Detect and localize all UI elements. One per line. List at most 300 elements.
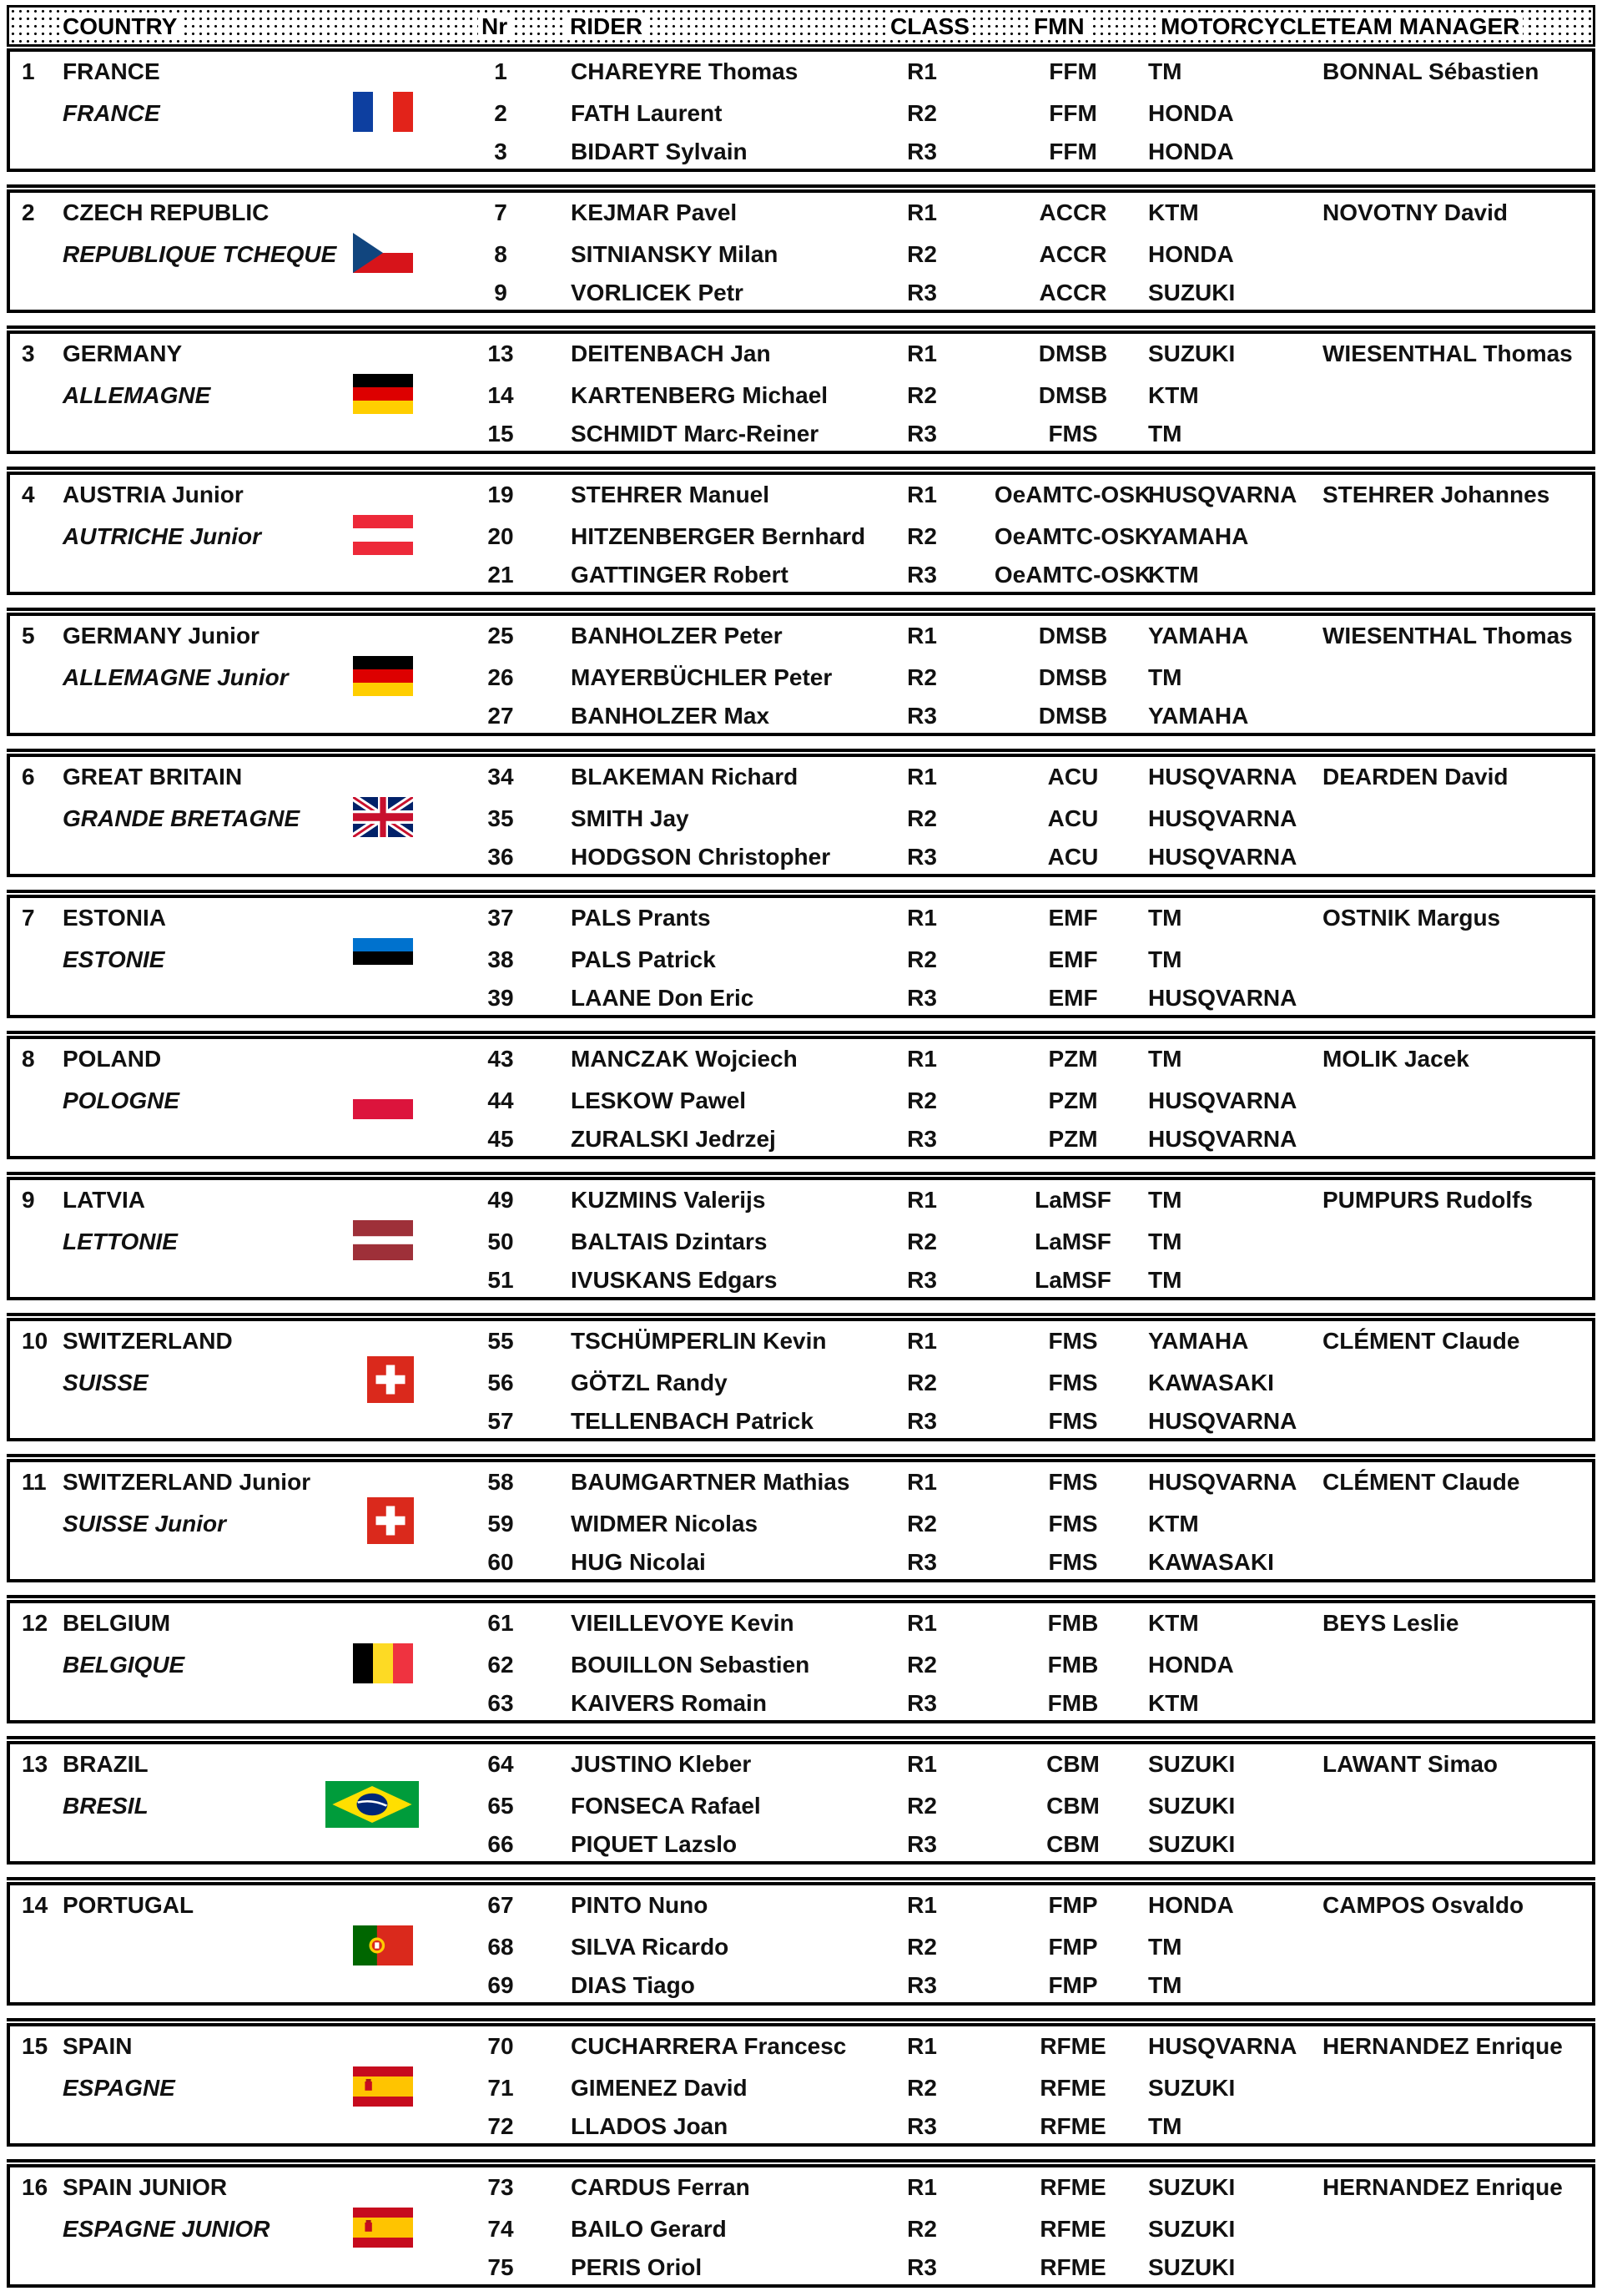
rider-fmn: OeAMTC-OSK: [994, 523, 1152, 549]
rider-row: [10, 562, 1592, 598]
rider-class: R3: [907, 421, 937, 447]
rider-class: R3: [907, 1408, 937, 1434]
rider-class: R3: [907, 1126, 937, 1152]
rider-number: 38: [487, 946, 514, 972]
rider-number: 72: [487, 2113, 514, 2139]
rider-number: 37: [487, 905, 514, 931]
rider-name: IVUSKANS Edgars: [571, 1267, 778, 1293]
rider-fmn: FMS: [1048, 1549, 1098, 1575]
country-name: GERMANY: [63, 341, 183, 366]
country-name: LATVIA: [63, 1187, 146, 1213]
rider-row: [10, 985, 1592, 1022]
rider-number: 45: [487, 1126, 514, 1152]
rider-class: R2: [907, 1511, 937, 1537]
rider-class: R1: [907, 1610, 937, 1636]
rider-name: BAILO Gerard: [571, 2216, 727, 2242]
rider-name: VORLICEK Petr: [571, 280, 743, 305]
team-separator: [7, 608, 1595, 611]
rider-number: 59: [487, 1511, 514, 1537]
rider-class: R3: [907, 985, 937, 1011]
rider-class: R2: [907, 946, 937, 972]
team-manager: HERNANDEZ Enrique: [1322, 2174, 1563, 2200]
rider-fmn: OeAMTC-OSK: [994, 562, 1152, 588]
rider-motorcycle: HUSQVARNA: [1148, 482, 1297, 507]
rider-motorcycle: HONDA: [1148, 1652, 1234, 1678]
rider-number: 20: [487, 523, 514, 549]
rider-number: 21: [487, 562, 514, 588]
rider-name: TELLENBACH Patrick: [571, 1408, 814, 1434]
country-name: SWITZERLAND Junior: [63, 1469, 311, 1495]
team-block: [7, 48, 1595, 172]
rider-row: [10, 764, 1592, 800]
team-manager: OSTNIK Margus: [1322, 905, 1501, 931]
rider-name: BANHOLZER Max: [571, 703, 770, 729]
team-separator: [7, 1736, 1595, 1739]
rider-motorcycle: TM: [1148, 1972, 1182, 1998]
rider-number: 25: [487, 623, 514, 648]
team-separator: [7, 1595, 1595, 1598]
rider-number: 19: [487, 482, 514, 507]
rider-fmn: EMF: [1048, 985, 1098, 1011]
country-name: CZECH REPUBLIC: [63, 199, 270, 225]
rider-motorcycle: HUSQVARNA: [1148, 1408, 1297, 1434]
rider-motorcycle: SUZUKI: [1148, 2254, 1236, 2280]
rider-name: MANCZAK Wojciech: [571, 1046, 798, 1072]
rider-motorcycle: HONDA: [1148, 1892, 1234, 1918]
rider-motorcycle: TM: [1148, 664, 1182, 690]
rider-fmn: LaMSF: [1035, 1267, 1111, 1293]
rider-class: R2: [907, 2075, 937, 2101]
rider-class: R3: [907, 1267, 937, 1293]
rider-name: GÖTZL Randy: [571, 1370, 728, 1395]
rider-class: R3: [907, 1972, 937, 1998]
rider-class: R2: [907, 241, 937, 267]
rider-motorcycle: KTM: [1148, 382, 1199, 408]
rider-motorcycle: HUSQVARNA: [1148, 844, 1297, 870]
country-name-french: GRANDE BRETAGNE: [63, 805, 300, 831]
rider-fmn: CBM: [1046, 1793, 1100, 1819]
rider-motorcycle: HUSQVARNA: [1148, 1126, 1297, 1152]
rider-motorcycle: YAMAHA: [1148, 1328, 1249, 1354]
team-separator: [7, 2018, 1595, 2021]
country-name-french: AUTRICHE Junior: [63, 523, 261, 549]
rider-name: DEITENBACH Jan: [571, 341, 771, 366]
team-block: [7, 754, 1595, 877]
rider-motorcycle: SUZUKI: [1148, 2075, 1236, 2101]
rider-class: R1: [907, 1751, 937, 1777]
rider-motorcycle: YAMAHA: [1148, 523, 1249, 549]
team-separator: [7, 890, 1595, 893]
rider-number: 14: [487, 382, 514, 408]
rider-row: [10, 1370, 1592, 1406]
rider-number: 63: [487, 1690, 514, 1716]
rider-name: BOUILLON Sebastien: [571, 1652, 810, 1678]
rider-class: R2: [907, 2216, 937, 2242]
rider-fmn: PZM: [1048, 1046, 1098, 1072]
rider-class: R1: [907, 2174, 937, 2200]
rider-fmn: ACU: [1047, 844, 1099, 870]
rider-row: [10, 623, 1592, 659]
rider-name: GATTINGER Robert: [571, 562, 788, 588]
rider-row: [10, 2254, 1592, 2291]
country-name: ESTONIA: [63, 905, 166, 931]
rider-motorcycle: YAMAHA: [1148, 703, 1249, 729]
rider-fmn: DMSB: [1038, 703, 1108, 729]
team-rank: 3: [22, 341, 35, 366]
team-block: [7, 1177, 1595, 1300]
country-name-french: ESTONIE: [63, 946, 165, 972]
country-name-french: BELGIQUE: [63, 1652, 185, 1678]
column-header-bar: [7, 5, 1595, 47]
team-manager: LAWANT Simao: [1322, 1751, 1499, 1777]
rider-row: [10, 58, 1592, 95]
rider-class: R1: [907, 623, 937, 648]
rider-row: [10, 421, 1592, 457]
rider-row: [10, 1408, 1592, 1445]
team-block: [7, 1600, 1595, 1723]
rider-motorcycle: TM: [1148, 946, 1182, 972]
rider-row: [10, 1972, 1592, 2009]
rider-number: 70: [487, 2033, 514, 2059]
rider-motorcycle: TM: [1148, 1267, 1182, 1293]
team-separator: [7, 749, 1595, 752]
rider-fmn: CBM: [1046, 1751, 1100, 1777]
rider-class: R1: [907, 341, 937, 366]
country-name-french: ESPAGNE: [63, 2075, 175, 2101]
rider-motorcycle: TM: [1148, 905, 1182, 931]
team-rank: 5: [22, 623, 35, 648]
team-rank: 13: [22, 1751, 48, 1777]
rider-motorcycle: HUSQVARNA: [1148, 2033, 1297, 2059]
rider-name: FONSECA Rafael: [571, 1793, 761, 1819]
rider-motorcycle: HONDA: [1148, 139, 1234, 164]
rider-fmn: FMS: [1048, 1328, 1098, 1354]
rider-motorcycle: KAWASAKI: [1148, 1549, 1274, 1575]
rider-fmn: ACU: [1047, 764, 1099, 790]
rider-row: [10, 482, 1592, 518]
rider-class: R3: [907, 562, 937, 588]
team-block: [7, 2164, 1595, 2288]
rider-name: KUZMINS Valerijs: [571, 1187, 766, 1213]
team-manager: CAMPOS Osvaldo: [1322, 1892, 1524, 1918]
team-block: [7, 472, 1595, 595]
rider-class: R2: [907, 1793, 937, 1819]
team-rank: 6: [22, 764, 35, 790]
rider-row: [10, 905, 1592, 941]
rider-number: 67: [487, 1892, 514, 1918]
rider-fmn: FMS: [1048, 1370, 1098, 1395]
rider-number: 56: [487, 1370, 514, 1395]
rider-row: [10, 844, 1592, 881]
team-manager: WIESENTHAL Thomas: [1322, 623, 1573, 648]
rider-motorcycle: TM: [1148, 58, 1182, 84]
team-rank: 15: [22, 2033, 48, 2059]
rider-number: 57: [487, 1408, 514, 1434]
rider-number: 43: [487, 1046, 514, 1072]
team-separator: [7, 325, 1595, 329]
rider-motorcycle: KTM: [1148, 199, 1199, 225]
rider-fmn: FMB: [1047, 1652, 1099, 1678]
rider-class: R2: [907, 805, 937, 831]
team-block: [7, 2023, 1595, 2147]
team-separator: [7, 1454, 1595, 1457]
rider-row: [10, 523, 1592, 560]
rider-fmn: RFME: [1040, 2254, 1106, 2280]
rider-number: 64: [487, 1751, 514, 1777]
rider-motorcycle: HUSQVARNA: [1148, 985, 1297, 1011]
team-block: [7, 895, 1595, 1018]
rider-name: HODGSON Christopher: [571, 844, 831, 870]
header-rider: RIDER: [567, 14, 646, 39]
country-name: POLAND: [63, 1046, 162, 1072]
rider-fmn: FFM: [1049, 139, 1097, 164]
rider-fmn: FMP: [1048, 1972, 1098, 1998]
rider-fmn: RFME: [1040, 2075, 1106, 2101]
team-rank: 4: [22, 482, 35, 507]
rider-fmn: EMF: [1048, 905, 1098, 931]
team-rank: 10: [22, 1328, 48, 1354]
rider-row: [10, 1690, 1592, 1727]
team-separator: [7, 1031, 1595, 1034]
rider-class: R2: [907, 1934, 937, 1960]
rider-row: [10, 1793, 1592, 1829]
country-name-french: ALLEMAGNE Junior: [63, 664, 289, 690]
header-motorcycle-team-manager: MOTORCYCLETEAM MANAGER: [1157, 14, 1523, 39]
rider-motorcycle: KTM: [1148, 1610, 1199, 1636]
rider-motorcycle: TM: [1148, 1187, 1182, 1213]
rider-name: BAUMGARTNER Mathias: [571, 1469, 850, 1495]
rider-number: 3: [494, 139, 507, 164]
rider-name: PERIS Oriol: [571, 2254, 703, 2280]
country-name: GERMANY Junior: [63, 623, 259, 648]
rider-fmn: FMS: [1048, 1469, 1098, 1495]
rider-number: 27: [487, 703, 514, 729]
rider-motorcycle: HONDA: [1148, 241, 1234, 267]
rider-row: [10, 1610, 1592, 1647]
team-manager: BONNAL Sébastien: [1322, 58, 1539, 84]
team-manager: CLÉMENT Claude: [1322, 1328, 1520, 1354]
rider-row: [10, 2113, 1592, 2150]
rider-class: R1: [907, 1187, 937, 1213]
rider-fmn: PZM: [1048, 1087, 1098, 1113]
rider-row: [10, 280, 1592, 316]
rider-number: 39: [487, 985, 514, 1011]
rider-class: R2: [907, 1229, 937, 1254]
rider-row: [10, 2174, 1592, 2211]
rider-class: R1: [907, 1046, 937, 1072]
rider-row: [10, 1549, 1592, 1586]
rider-number: 60: [487, 1549, 514, 1575]
rider-row: [10, 946, 1592, 983]
rider-row: [10, 1087, 1592, 1124]
rider-name: PIQUET Lazslo: [571, 1831, 738, 1857]
rider-class: R1: [907, 199, 937, 225]
rider-name: BANHOLZER Peter: [571, 623, 783, 648]
team-rank: 2: [22, 199, 35, 225]
rider-name: CHAREYRE Thomas: [571, 58, 798, 84]
rider-fmn: EMF: [1048, 946, 1098, 972]
rider-name: LESKOW Pawel: [571, 1087, 747, 1113]
team-manager: MOLIK Jacek: [1322, 1046, 1469, 1072]
rider-number: 58: [487, 1469, 514, 1495]
team-rank: 7: [22, 905, 35, 931]
rider-name: ZURALSKI Jedrzej: [571, 1126, 776, 1152]
team-manager: BEYS Leslie: [1322, 1610, 1459, 1636]
rider-motorcycle: SUZUKI: [1148, 1831, 1236, 1857]
rider-class: R2: [907, 664, 937, 690]
rider-name: GIMENEZ David: [571, 2075, 748, 2101]
rider-motorcycle: TM: [1148, 1229, 1182, 1254]
rider-name: FATH Laurent: [571, 100, 723, 126]
rider-motorcycle: HONDA: [1148, 100, 1234, 126]
country-name: GREAT BRITAIN: [63, 764, 243, 790]
rider-class: R2: [907, 1370, 937, 1395]
rider-fmn: RFME: [1040, 2216, 1106, 2242]
rider-fmn: FMB: [1047, 1610, 1099, 1636]
rider-name: HUG Nicolai: [571, 1549, 706, 1575]
rider-number: 1: [494, 58, 507, 84]
country-name-french: ALLEMAGNE: [63, 382, 211, 408]
rider-row: [10, 341, 1592, 377]
rider-row: [10, 1126, 1592, 1163]
rider-name: CUCHARRERA Francesc: [571, 2033, 847, 2059]
header-country: COUNTRY: [59, 14, 180, 39]
rider-class: R3: [907, 2254, 937, 2280]
rider-number: 61: [487, 1610, 514, 1636]
rider-number: 8: [494, 241, 507, 267]
rider-number: 68: [487, 1934, 514, 1960]
rider-class: R3: [907, 280, 937, 305]
rider-number: 71: [487, 2075, 514, 2101]
rider-number: 51: [487, 1267, 514, 1293]
rider-name: LAANE Don Eric: [571, 985, 754, 1011]
rider-fmn: RFME: [1040, 2113, 1106, 2139]
rider-name: LLADOS Joan: [571, 2113, 728, 2139]
country-name: SPAIN: [63, 2033, 133, 2059]
rider-fmn: OeAMTC-OSK: [994, 482, 1152, 507]
rider-class: R2: [907, 523, 937, 549]
header-class: CLASS: [887, 14, 973, 39]
team-block: [7, 189, 1595, 313]
rider-number: 62: [487, 1652, 514, 1678]
rider-name: BIDART Sylvain: [571, 139, 748, 164]
rider-row: [10, 199, 1592, 236]
rider-class: R3: [907, 844, 937, 870]
rider-class: R3: [907, 2113, 937, 2139]
rider-row: [10, 1511, 1592, 1547]
rider-motorcycle: YAMAHA: [1148, 623, 1249, 648]
rider-row: [10, 2075, 1592, 2112]
rider-fmn: FMS: [1048, 421, 1098, 447]
rider-class: R1: [907, 58, 937, 84]
country-name-french: ESPAGNE JUNIOR: [63, 2216, 270, 2242]
team-separator: [7, 467, 1595, 470]
rider-number: 65: [487, 1793, 514, 1819]
rider-number: 9: [494, 280, 507, 305]
rider-class: R2: [907, 100, 937, 126]
rider-name: KARTENBERG Michael: [571, 382, 829, 408]
rider-row: [10, 1751, 1592, 1788]
rider-name: KAIVERS Romain: [571, 1690, 767, 1716]
rider-fmn: DMSB: [1038, 664, 1108, 690]
team-separator: [7, 2159, 1595, 2162]
country-name: FRANCE: [63, 58, 160, 84]
rider-row: [10, 1046, 1592, 1082]
team-block: [7, 1318, 1595, 1441]
rider-motorcycle: SUZUKI: [1148, 1751, 1236, 1777]
rider-class: R1: [907, 1892, 937, 1918]
rider-name: STEHRER Manuel: [571, 482, 770, 507]
rider-fmn: LaMSF: [1035, 1187, 1111, 1213]
rider-fmn: DMSB: [1038, 623, 1108, 648]
rider-class: R3: [907, 703, 937, 729]
team-manager: CLÉMENT Claude: [1322, 1469, 1520, 1495]
rider-name: JUSTINO Kleber: [571, 1751, 752, 1777]
rider-motorcycle: TM: [1148, 1046, 1182, 1072]
header-nr: Nr: [478, 14, 511, 39]
rider-class: R1: [907, 1328, 937, 1354]
rider-fmn: ACCR: [1039, 241, 1107, 267]
rider-motorcycle: HUSQVARNA: [1148, 1469, 1297, 1495]
rider-fmn: RFME: [1040, 2174, 1106, 2200]
rider-motorcycle: KAWASAKI: [1148, 1370, 1274, 1395]
rider-name: SCHMIDT Marc-Reiner: [571, 421, 819, 447]
team-block: [7, 1882, 1595, 2006]
rider-row: [10, 805, 1592, 842]
rider-row: [10, 1469, 1592, 1506]
rider-name: CARDUS Ferran: [571, 2174, 750, 2200]
rider-fmn: DMSB: [1038, 382, 1108, 408]
rider-fmn: DMSB: [1038, 341, 1108, 366]
rider-motorcycle: HUSQVARNA: [1148, 764, 1297, 790]
rider-class: R1: [907, 905, 937, 931]
rider-number: 35: [487, 805, 514, 831]
rider-number: 75: [487, 2254, 514, 2280]
rider-number: 36: [487, 844, 514, 870]
rider-motorcycle: SUZUKI: [1148, 341, 1236, 366]
rider-name: MAYERBÜCHLER Peter: [571, 664, 833, 690]
team-separator: [7, 1313, 1595, 1316]
rider-number: 15: [487, 421, 514, 447]
country-name: BELGIUM: [63, 1610, 171, 1636]
rider-class: R2: [907, 382, 937, 408]
rider-row: [10, 1934, 1592, 1971]
team-separator: [7, 184, 1595, 188]
country-name-french: REPUBLIQUE TCHEQUE: [63, 241, 337, 267]
rider-row: [10, 139, 1592, 175]
rider-name: VIEILLEVOYE Kevin: [571, 1610, 794, 1636]
rider-class: R2: [907, 1087, 937, 1113]
rider-fmn: CBM: [1046, 1831, 1100, 1857]
rider-class: R3: [907, 1549, 937, 1575]
rider-row: [10, 1187, 1592, 1224]
rider-number: 49: [487, 1187, 514, 1213]
team-manager: STEHRER Johannes: [1322, 482, 1550, 507]
rider-fmn: ACCR: [1039, 199, 1107, 225]
rider-row: [10, 2033, 1592, 2070]
country-name-french: LETTONIE: [63, 1229, 178, 1254]
rider-motorcycle: KTM: [1148, 1511, 1199, 1537]
rider-number: 26: [487, 664, 514, 690]
rider-name: DIAS Tiago: [571, 1972, 695, 1998]
team-block: [7, 331, 1595, 454]
team-rank: 9: [22, 1187, 35, 1213]
rider-number: 74: [487, 2216, 514, 2242]
team-block: [7, 1459, 1595, 1582]
rider-motorcycle: HUSQVARNA: [1148, 1087, 1297, 1113]
country-name-french: FRANCE: [63, 100, 160, 126]
rider-row: [10, 1328, 1592, 1365]
